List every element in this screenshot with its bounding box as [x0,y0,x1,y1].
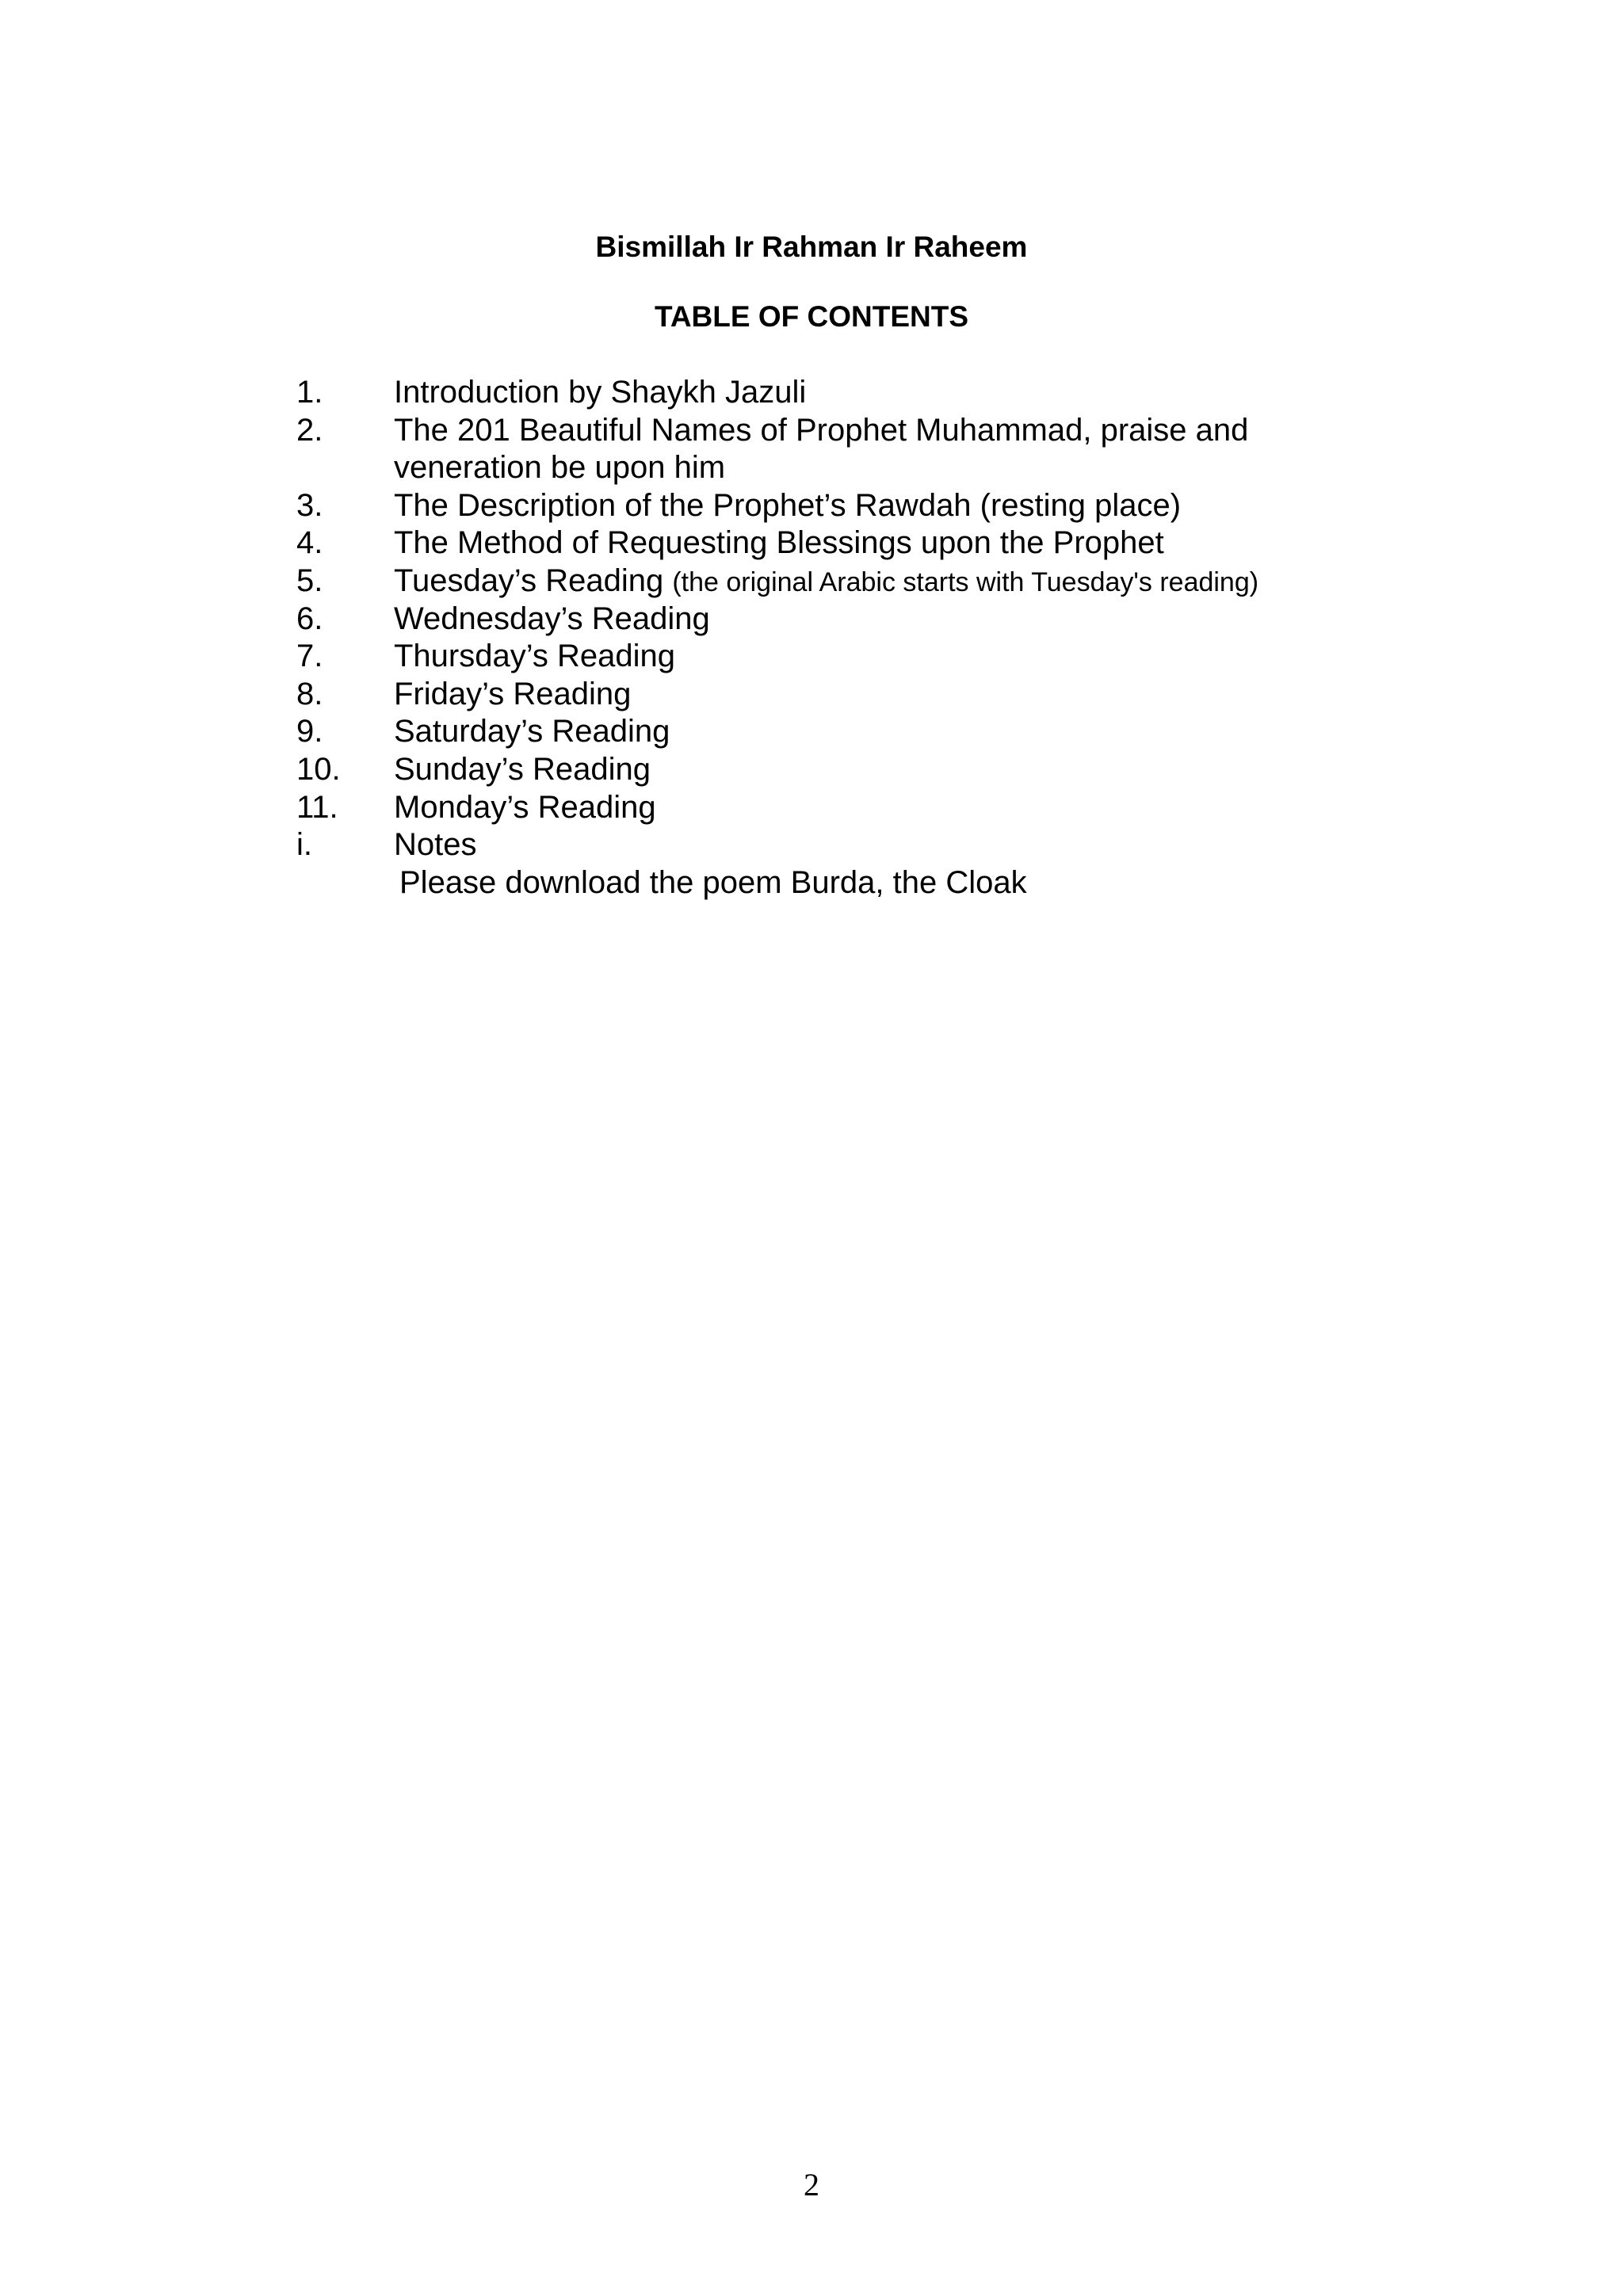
toc-item-11 [0,789,1623,827]
toc-extra-line [0,864,1623,902]
toc-item-number: 3. [296,487,323,523]
basmala-heading: Bismillah Ir Rahman Ir Raheem [595,231,1028,263]
toc-item-5 [0,563,1623,601]
toc-item-text: Wednesday’s Reading [394,601,710,636]
toc-item-number: 2. [296,412,323,448]
toc-item-10 [0,751,1623,789]
toc-item-text: The Description of the Prophet’s Rawdah (resting place) [394,487,1182,523]
burda-download-note: Please download the poem Burda, the Cloak [399,864,1027,900]
toc-item-note: (the original Arabic starts with Tuesday's reading) [672,566,1259,597]
toc-item-text: Saturday’s Reading [394,714,670,749]
toc-item-6 [0,601,1623,639]
toc-item-title: Tuesday’s Reading [394,563,664,598]
page-title: TABLE OF CONTENTS [654,300,968,333]
toc-item-8 [0,676,1623,714]
toc-item-2 [0,412,1623,450]
table-of-contents [0,374,1623,902]
toc-item-2-continuation [0,449,1623,487]
toc-item-text: Thursday’s Reading [394,639,676,674]
toc-item-text: veneration be upon him [394,450,726,486]
toc-item-1 [0,374,1623,412]
toc-item-number: 1. [296,375,323,410]
toc-item-text: Notes [394,827,477,863]
toc-item-number: 4. [296,525,323,561]
toc-item-text: Introduction by Shaykh Jazuli [394,375,807,410]
toc-item-number: i. [296,827,312,863]
toc-item-number: 10. [296,751,341,787]
toc-item-3 [0,487,1623,525]
toc-item-4 [0,524,1623,563]
toc-item-number: 9. [296,714,323,749]
toc-item-notes [0,826,1623,864]
toc-item-text: The 201 Beautiful Names of Prophet Muhammad, praise and [394,412,1249,448]
toc-item-number: 5. [296,563,323,598]
page-number: 2 [804,2167,819,2203]
toc-item-number: 7. [296,639,323,674]
toc-item-7 [0,638,1623,676]
toc-item-text: Monday’s Reading [394,789,656,825]
toc-item-text: Sunday’s Reading [394,751,651,787]
toc-item-9 [0,713,1623,751]
toc-item-text [394,563,1258,602]
toc-item-number: 11. [296,789,338,825]
toc-item-number: 8. [296,676,323,711]
toc-item-text: Friday’s Reading [394,676,632,711]
toc-item-text: The Method of Requesting Blessings upon the Prophet [394,525,1164,561]
toc-item-number: 6. [296,601,323,636]
